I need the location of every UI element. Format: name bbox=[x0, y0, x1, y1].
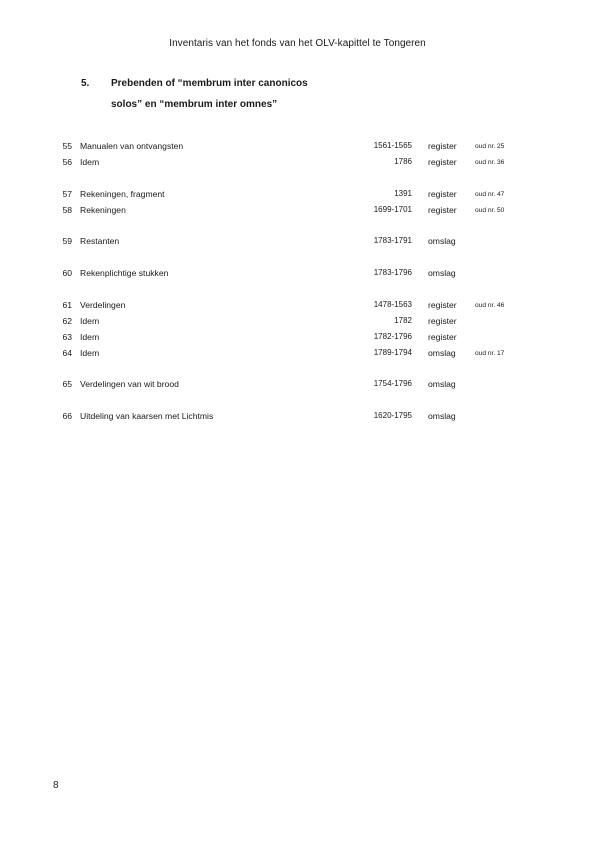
inventory-number: 57 bbox=[62, 189, 72, 199]
inventory-title: Manualen van ontvangsten bbox=[80, 141, 184, 151]
inventory-form: register bbox=[428, 205, 457, 215]
inventory-form: register bbox=[428, 332, 457, 342]
inventory-form: omslag bbox=[428, 236, 456, 246]
inventory-dates: 1561-1565 bbox=[373, 141, 412, 150]
inventory-title: Rekenplichtige stukken bbox=[80, 268, 169, 278]
inventory-row bbox=[0, 330, 595, 344]
inventory-row bbox=[0, 234, 595, 248]
inventory-number: 59 bbox=[62, 236, 72, 246]
inventory-form: register bbox=[428, 141, 457, 151]
inventory-row bbox=[0, 203, 595, 217]
inventory-number: 55 bbox=[62, 141, 72, 151]
inventory-dates: 1478-1563 bbox=[373, 300, 412, 309]
inventory-number: 58 bbox=[62, 205, 72, 215]
page-number: 8 bbox=[53, 780, 59, 791]
inventory-row bbox=[0, 314, 595, 328]
inventory-form: register bbox=[428, 189, 457, 199]
inventory-form: register bbox=[428, 157, 457, 167]
inventory-number: 65 bbox=[62, 379, 72, 389]
inventory-title: Rekeningen bbox=[80, 205, 126, 215]
inventory-dates: 1783-1791 bbox=[373, 236, 412, 245]
old-number: oud nr. 46 bbox=[475, 302, 505, 309]
inventory-title: Idem bbox=[80, 157, 100, 167]
inventory-number: 64 bbox=[62, 348, 72, 358]
inventory-title: Idem bbox=[80, 348, 100, 358]
inventory-form: omslag bbox=[428, 379, 456, 389]
inventory-row bbox=[0, 187, 595, 201]
inventory-number: 62 bbox=[62, 316, 72, 326]
inventory-row bbox=[0, 346, 595, 360]
inventory-dates: 1789-1794 bbox=[373, 348, 412, 357]
inventory-form: omslag bbox=[428, 411, 456, 421]
inventory-dates: 1699-1701 bbox=[373, 205, 412, 214]
section-title-line2: solos” en “membrum inter omnes” bbox=[111, 99, 278, 110]
inventory-title: Idem bbox=[80, 316, 100, 326]
inventory-row bbox=[0, 266, 595, 280]
inventory-row bbox=[0, 155, 595, 169]
inventory-dates: 1782-1796 bbox=[373, 332, 412, 341]
old-number: oud nr. 50 bbox=[475, 207, 505, 214]
inventory-form: omslag bbox=[428, 268, 456, 278]
section-title-line1: Prebenden of “membrum inter canonicos bbox=[111, 78, 308, 89]
inventory-title: Verdelingen van wit brood bbox=[80, 379, 179, 389]
inventory-title: Verdelingen bbox=[80, 300, 126, 310]
inventory-title: Rekeningen, fragment bbox=[80, 189, 165, 199]
inventory-dates: 1782 bbox=[394, 316, 412, 325]
inventory-form: register bbox=[428, 316, 457, 326]
inventory-number: 56 bbox=[62, 157, 72, 167]
inventory-dates: 1754-1796 bbox=[373, 379, 412, 388]
inventory-row bbox=[0, 377, 595, 391]
inventory-dates: 1786 bbox=[394, 157, 412, 166]
inventory-row bbox=[0, 139, 595, 153]
inventory-row bbox=[0, 409, 595, 423]
inventory-title: Idem bbox=[80, 332, 100, 342]
inventory-number: 63 bbox=[62, 332, 72, 342]
page-header: Inventaris van het fonds van het OLV-kapittel te Tongeren bbox=[169, 38, 426, 49]
inventory-title: Uitdeling van kaarsen met Lichtmis bbox=[80, 411, 214, 421]
inventory-form: omslag bbox=[428, 348, 456, 358]
section-number: 5. bbox=[81, 78, 90, 89]
inventory-title: Restanten bbox=[80, 236, 120, 246]
inventory-row bbox=[0, 298, 595, 312]
inventory-number: 60 bbox=[62, 268, 72, 278]
inventory-form: register bbox=[428, 300, 457, 310]
inventory-dates: 1391 bbox=[394, 189, 412, 198]
inventory-dates: 1783-1796 bbox=[373, 268, 412, 277]
section-heading bbox=[81, 73, 308, 115]
old-number: oud nr. 36 bbox=[475, 159, 505, 166]
old-number: oud nr. 25 bbox=[475, 143, 505, 150]
old-number: oud nr. 17 bbox=[475, 350, 505, 357]
inventory-number: 61 bbox=[62, 300, 72, 310]
inventory-number: 66 bbox=[62, 411, 72, 421]
inventory-dates: 1620-1795 bbox=[373, 411, 412, 420]
old-number: oud nr. 47 bbox=[475, 191, 505, 198]
